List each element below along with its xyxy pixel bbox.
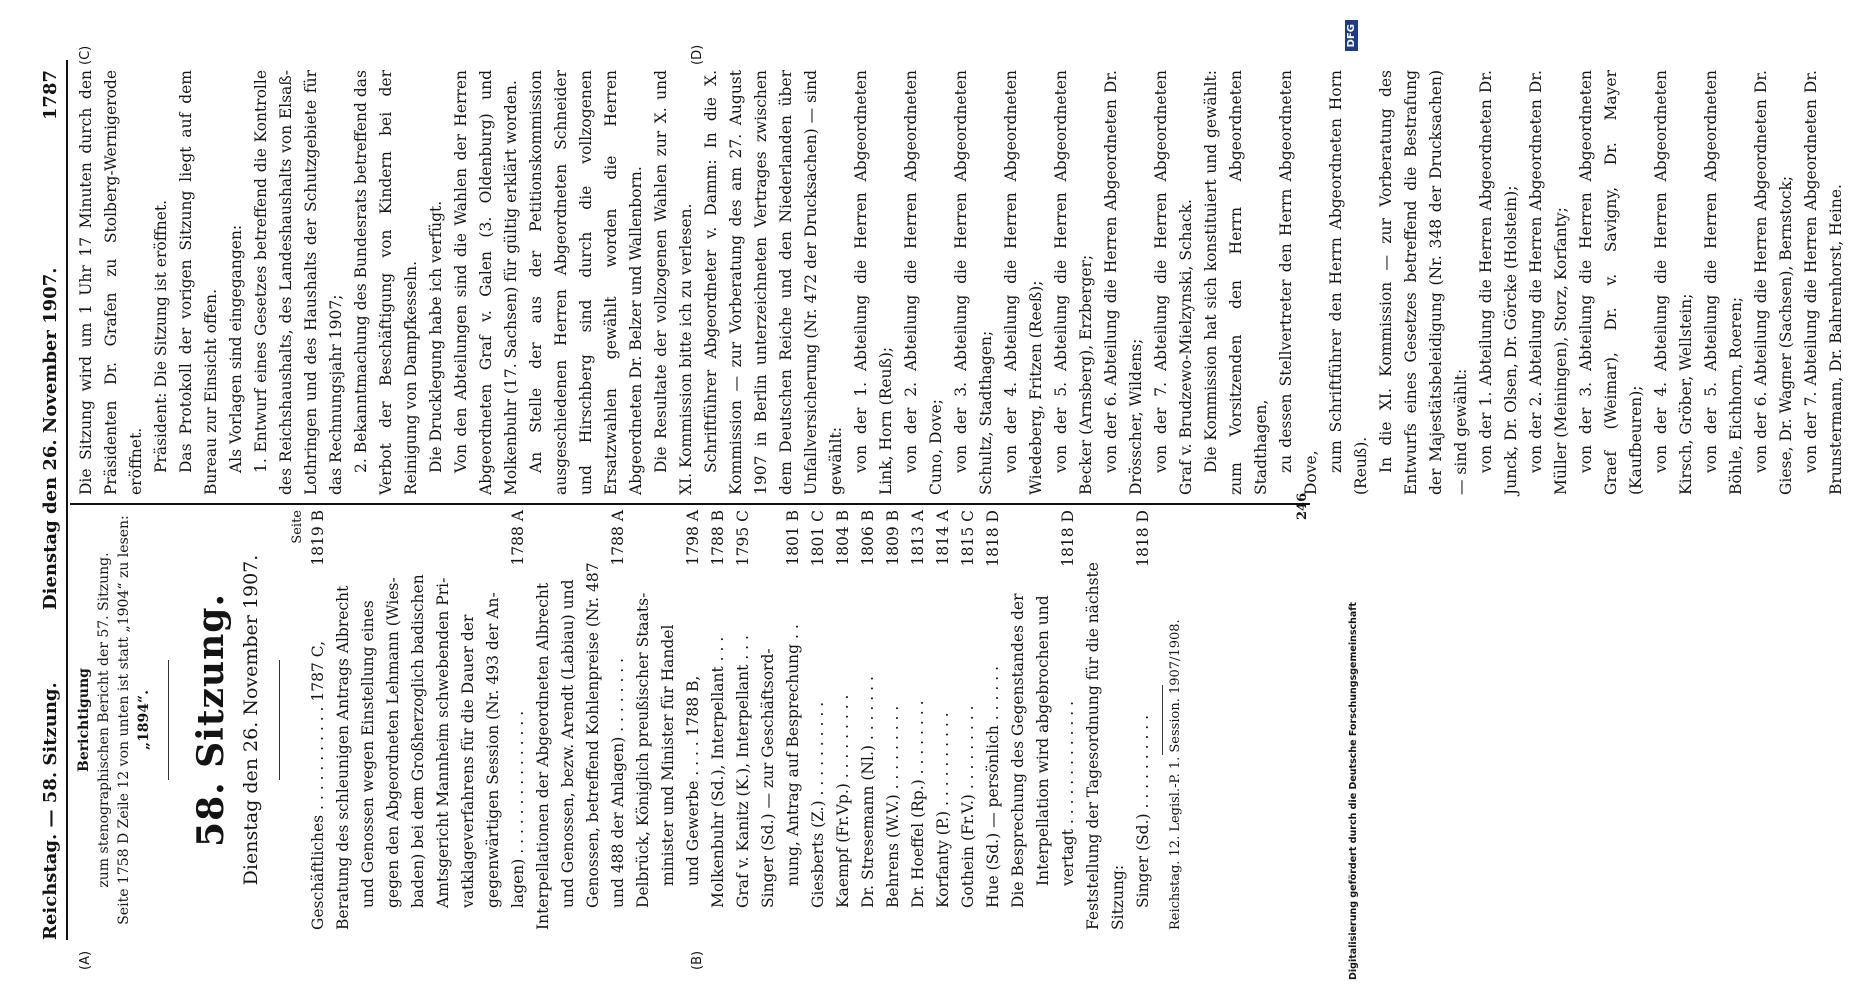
body-paragraph: von der 7. Abteilung die Herren Abgeordneten Dr. Brunstermann, Dr. Bahrenhorst, Heine. xyxy=(1802,70,1845,495)
toc-entry-text: Gothein (Fr.V.) . . . . . . . . . xyxy=(959,705,977,908)
toc-entry xyxy=(681,510,706,930)
toc-entry xyxy=(881,510,906,930)
toc-entry xyxy=(331,510,356,930)
toc-entry xyxy=(406,510,431,930)
toc-entry-text: Behrens (W.V.) . . . . . . . . . xyxy=(884,705,902,908)
toc-entry-page-ref: 1801 B xyxy=(784,510,802,566)
toc-entry xyxy=(356,510,381,930)
toc-entry-page-ref: 1788 A xyxy=(609,510,627,566)
body-paragraph: von der 2. Abteilung die Herren Abgeordneten Dr. Müller (Meiningen), Storz, Korfanty; xyxy=(1527,70,1570,495)
margin-mark-c: (C) xyxy=(78,45,93,65)
section-rule xyxy=(279,660,280,780)
body-paragraph: Von den Abteilungen sind die Wahlen der Herren Abgeordneten Graf v. Galen (3. Oldenburg) und Molkenbuhr (17. Sachsen) für gültig erklärt worden. xyxy=(452,70,520,495)
toc-entry-text: und Genossen, bezw. Arendt (Labiau) und xyxy=(559,579,577,908)
body-paragraph: Die Drucklegung habe ich verfügt. xyxy=(427,200,445,473)
toc-entry-text: Feststellung der Tagesordnung für die nächste xyxy=(1084,562,1102,930)
correction-line3: „1894“. xyxy=(136,690,152,750)
footer-rule xyxy=(1162,685,1163,755)
toc-entry-text: nung, Antrag auf Besprechung . . xyxy=(784,624,802,886)
credit-text: Digitalisierung gefördert durch die Deutsche Forschungsgemeinschaft xyxy=(1348,602,1359,980)
margin-mark-b: (B) xyxy=(690,950,705,970)
toc-entry xyxy=(731,510,756,930)
toc-entry-page-ref: 1818 D xyxy=(1134,510,1152,567)
toc-entry xyxy=(906,510,931,930)
toc-entry-text: Kaempf (Fr.Vp.) . . . . . . . . . xyxy=(834,694,852,908)
toc-entry-text: Amtsgericht Mannheim schwebenden Pri- xyxy=(434,577,452,908)
toc-entry xyxy=(1081,510,1106,930)
toc-entry-page-ref: 1815 C xyxy=(959,510,977,567)
toc-entry-text: vatklageverfahrens für die Dauer der xyxy=(459,614,477,908)
toc-entry xyxy=(1106,510,1131,930)
toc-entry-text: und 488 der Anlagen) . . . . . . . . xyxy=(609,657,627,908)
toc-entry xyxy=(956,510,981,930)
body-paragraph: von der 2. Abteilung die Herren Abgeordneten Cuno, Dove; xyxy=(902,70,945,495)
section-rule xyxy=(168,660,169,780)
toc-entry-page-ref: 1798 A xyxy=(684,510,702,566)
body-paragraph: Präsident: Die Sitzung ist eröffnet. xyxy=(152,199,170,473)
toc-entry-text: Dr. Hoeffel (Rp.) . . . . . . . . xyxy=(909,700,927,908)
header-rule xyxy=(66,60,68,940)
toc-entry xyxy=(706,510,731,930)
signature-mark: 246 xyxy=(1295,492,1310,520)
body-paragraph: In die XI. Kommission — zur Vorberatung des Entwurfs eines Gesetzes betreffend die Bestrafung der Majestätsbeleidigung (Nr. 348 der Drucksachen) — sind gewählt: xyxy=(1377,70,1470,495)
toc-entry-text: Molkenbuhr (Sd.), Interpellant . . . xyxy=(709,636,727,908)
body-paragraph: Schriftführer Abgeordneter v. Damm: In die X. Kommission — zur Vorberatung des am 27. August 1907 in Berlin unterzeichneten Vertrages zwischen dem Deutschen Reiche und den Niederlanden über Unfallversicherung (Nr. 472 der Drucksachen) — sind gewählt: xyxy=(702,70,845,495)
body-paragraph: Die Sitzung wird um 1 Uhr 17 Minuten durch den Präsidenten Dr. Grafen zu Stolberg-Wernigerode eröffnet. xyxy=(77,70,145,495)
toc-entry xyxy=(806,510,831,930)
body-paragraph: von der 7. Abteilung die Herren Abgeordneten Graf v. Brudzewo-Mielzynski, Schack. xyxy=(1152,70,1195,495)
body-paragraph: von der 5. Abteilung die Herren Abgeordneten Böhle, Eichhorn, Roeren; xyxy=(1702,70,1745,495)
toc-entry-text: Sitzung: xyxy=(1109,864,1127,930)
toc-entry-text: Singer (Sd.) . . . . . . . . . . xyxy=(1134,714,1152,908)
body-paragraph: von der 1. Abteilung die Herren Abgeordneten Link, Horn (Reuß); xyxy=(852,70,895,495)
body-paragraph: zum Schriftführer den Herrn Abgeordneten Horn (Reuß). xyxy=(1327,70,1370,495)
toc-entry-text: Giesberts (Z.) . . . . . . . . . . xyxy=(809,701,827,908)
body-paragraph: Die Kommission hat sich konstituiert und gewählt: zum Vorsitzenden den Herrn Abgeordneten Stadthagen, xyxy=(1202,70,1270,495)
toc-entry-page-ref: 1818 D xyxy=(984,510,1002,567)
body-paragraph: Als Vorlagen sind eingegangen: xyxy=(227,224,245,473)
correction-line1: zum stenographischen Bericht der 57. Sitzung. xyxy=(96,552,112,888)
toc-entry xyxy=(481,510,506,930)
toc-entry-text: Beratung des schleunigen Antrags Albrecht xyxy=(334,585,352,930)
body-paragraph: von der 3. Abteilung die Herren Abgeordneten Graef (Weimar), Dr. v. Savigny, Dr. Mayer (Kaufbeuren); xyxy=(1577,70,1645,495)
table-of-contents xyxy=(306,510,1156,930)
toc-entry xyxy=(581,510,606,930)
page-number: 1787 xyxy=(40,70,61,121)
toc-entry xyxy=(1056,510,1081,930)
right-column xyxy=(74,70,1849,495)
toc-entry xyxy=(981,510,1006,930)
toc-entry xyxy=(531,510,556,930)
body-paragraph: von der 5. Abteilung die Herren Abgeordneten Becker (Arnsberg), Erzberger; xyxy=(1052,70,1095,495)
toc-entry-text: Hue (Sd.) — persönlich . . . . . . xyxy=(984,666,1002,908)
toc-entry-page-ref: 1809 B xyxy=(884,510,902,566)
seite-label: Seite xyxy=(290,510,305,544)
toc-entry xyxy=(306,510,331,930)
toc-entry-text: vertagt . . . . . . . . . . . . . xyxy=(1059,700,1077,886)
toc-entry-text: lagen) . . . . . . . . . . . . . . . xyxy=(509,710,527,908)
body-paragraph: von der 6. Abteilung die Herren Abgeordneten Dr. Giese, Dr. Wagner (Sachsen), Bernstock; xyxy=(1752,70,1795,495)
toc-entry-page-ref: 1788 B xyxy=(709,510,727,566)
toc-entry-page-ref: 1806 B xyxy=(859,510,877,566)
correction-line2: Seite 1758 D Zeile 12 von unten ist statt „1904“ zu lesen: xyxy=(116,515,132,925)
toc-entry-text: Geschäftliches . . . . . . . . . . . 1787 C, xyxy=(309,640,327,930)
header-left: Reichstag. — 58. Sitzung. xyxy=(40,682,61,940)
toc-entry-text: Interpellation wird abgebrochen und xyxy=(1034,595,1052,886)
footer xyxy=(1167,510,1185,930)
body-paragraph: von der 4. Abteilung die Herren Abgeordneten Kirsch, Gröber, Wellstein; xyxy=(1652,70,1695,495)
toc-entry-text: Interpellationen der Abgeordneten Albrecht xyxy=(534,582,552,930)
toc-entry-text: Genossen, betreffend Kohlenpreise (Nr. 487 xyxy=(584,562,602,908)
page-header xyxy=(40,70,64,940)
toc-entry xyxy=(856,510,881,930)
toc-entry-page-ref: 1814 A xyxy=(934,510,952,566)
toc-entry-page-ref: 1788 A xyxy=(509,510,527,566)
toc-entry-text: baden) bei dem Großherzoglich badischen xyxy=(409,574,427,908)
left-column xyxy=(74,510,1185,930)
body-paragraph: Die Resultate der vollzogenen Wahlen zur X. und XI. Kommission bitte ich zu verlesen. xyxy=(652,70,695,495)
body-paragraph: von der 6. Abteilung die Herren Abgeordneten Dr. Drösscher, Wildens; xyxy=(1102,70,1145,495)
body-paragraph: 1. Entwurf eines Gesetzes betreffend die Kontrolle des Reichshaushalts, des Landeshaushalts von Elsaß-Lothringen und des Haushalts der Schutzgebiete für das Rechnungsjahr 1907; xyxy=(252,70,345,495)
toc-entry xyxy=(506,510,531,930)
toc-entry xyxy=(381,510,406,930)
toc-entry-text: Delbrück, Königlich preußischer Staats- xyxy=(634,592,652,908)
body-paragraph: von der 1. Abteilung die Herren Abgeordneten Dr. Junck, Dr. Olsen, Dr. Görcke (Holstein); xyxy=(1477,70,1520,495)
body-paragraph: An Stelle der aus der Petitionskommission ausgeschiedenen Herren Abgeordneten Schneider und Hirschberg sind durch die vollzogenen Ersatzwahlen gewählt worden die Herren Abgeordneten Dr. Belzer und Wallenborn. xyxy=(527,70,645,495)
column-divider xyxy=(70,503,1310,505)
body-paragraph: von der 4. Abteilung die Herren Abgeordneten Wiedeberg, Fritzen (Reeß); xyxy=(1002,70,1045,495)
toc-entry xyxy=(831,510,856,930)
correction-notice xyxy=(74,510,154,930)
toc-entry-page-ref: 1804 B xyxy=(834,510,852,566)
toc-entry xyxy=(456,510,481,930)
toc-entry xyxy=(556,510,581,930)
toc-entry-page-ref: 1813 A xyxy=(909,510,927,566)
session-date: Dienstag den 26. November 1907. xyxy=(240,554,262,886)
correction-title: Berichtigung xyxy=(76,668,92,772)
margin-mark-a: (A) xyxy=(78,950,93,970)
toc-entry xyxy=(1006,510,1031,930)
toc-entry-text: Die Besprechung des Gegenstandes der xyxy=(1009,593,1027,908)
toc-entry-text: gegenwärtigen Session (Nr. 493 der An- xyxy=(484,592,502,908)
toc-entry-page-ref: 1818 D xyxy=(1059,510,1077,567)
dfg-logo: DFG xyxy=(1345,20,1358,51)
toc-entry-text: Dr. Stresemann (Nl.) . . . . . . . xyxy=(859,676,877,908)
toc-entry-text: Korfanty (P.) . . . . . . . . . . xyxy=(934,712,952,908)
header-center: Dienstag den 26. November 1907. xyxy=(40,267,61,610)
body-paragraph: Das Protokoll der vorigen Sitzung liegt auf dem Bureau zur Einsicht offen. xyxy=(177,70,220,495)
toc-entry-text: Singer (Sd.) — zur Geschäftsord- xyxy=(759,648,777,908)
toc-entry xyxy=(781,510,806,930)
toc-entry xyxy=(1031,510,1056,930)
toc-entry xyxy=(756,510,781,930)
toc-entry xyxy=(931,510,956,930)
toc-entry xyxy=(606,510,631,930)
body-paragraph: 2. Bekanntmachung des Bundesrats betreffend das Verbot der Beschäftigung von Kindern bei der Reinigung von Dampfkesseln. xyxy=(352,70,420,495)
toc-entry-page-ref: 1819 B xyxy=(309,510,327,566)
toc-entry-text: minister und Minister für Handel xyxy=(659,624,677,886)
toc-entry-page-ref: 1801 C xyxy=(809,510,827,567)
body-paragraph: zu dessen Stellvertreter den Herrn Abgeordneten Dove, xyxy=(1277,70,1320,495)
toc-entry xyxy=(631,510,656,930)
toc-entry-page-ref: 1795 C xyxy=(734,510,752,567)
body-paragraph: von der 3. Abteilung die Herren Abgeordneten Schultz, Stadthagen; xyxy=(952,70,995,495)
digitization-credit xyxy=(1345,0,1365,980)
toc-entry xyxy=(431,510,456,930)
toc-entry xyxy=(656,510,681,930)
toc-entry-text: und Gewerbe . . . . 1788 B, xyxy=(684,675,702,886)
toc-entry xyxy=(1131,510,1156,930)
toc-entry-text: gegen den Abgeordneten Lehmann (Wies- xyxy=(384,577,402,908)
toc-entry-text: Graf v. Kanitz (K.), Interpellant . . . xyxy=(734,635,752,908)
margin-mark-d: (D) xyxy=(690,44,705,65)
session-title: 58. Sitzung. xyxy=(190,593,232,847)
toc-entry-text: und Genossen wegen Einstellung eines xyxy=(359,600,377,908)
footer-left: Reichstag. 12. Legisl.-P. 1. Session. 1907/1908. xyxy=(1168,619,1183,930)
